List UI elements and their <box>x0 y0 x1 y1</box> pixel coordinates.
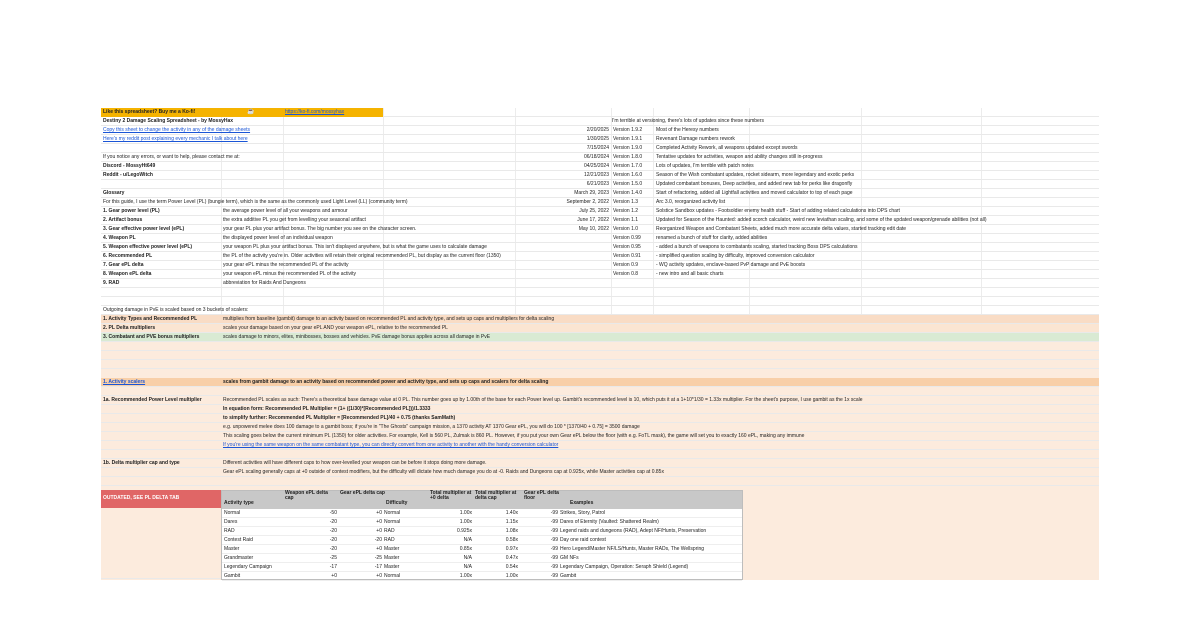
delta-line: Gear ePL scaling generally caps at +0 outside of contest modifiers, but the difficulty will dictate how much damage you do at -0. Raids and Dungeons cap at 0.925x, while Master activities cap at 0.85x <box>223 469 664 475</box>
changelog-date: May 10, 2022 <box>578 226 609 232</box>
changelog-date: July 25, 2022 <box>579 208 609 214</box>
table-cell: 1.00x <box>459 519 472 525</box>
changelog-note: Updated combatant bonuses, Deep activities, and added new tab for perks like dragonfly <box>656 181 853 187</box>
table-cell: -99 <box>550 573 558 579</box>
changelog-note: Tentative updates for activities, weapon and ability changes still in-progress <box>656 154 823 160</box>
changelog-version: Version 0.8 <box>613 271 639 277</box>
spreadsheet <box>101 108 1099 580</box>
changelog-date: 6/21/2023 <box>586 181 609 187</box>
glossary-def: abbreviation for Raids And Dungeons <box>223 280 306 286</box>
table-cell: Master <box>224 546 240 552</box>
glossary-term: 9. RAD <box>103 280 120 286</box>
table-cell: 1.00x <box>459 510 472 516</box>
changelog-version: Version 1.9.2 <box>613 127 643 133</box>
scaler-row-1 <box>101 315 1099 324</box>
changelog-date: 2/20/2025 <box>586 127 609 133</box>
reddit-contact: Reddit - u/LegoWitch <box>103 172 153 178</box>
changelog-version: Version 0.91 <box>613 253 641 259</box>
table-cell: +0 <box>376 519 382 525</box>
table-cell: Master <box>384 546 400 552</box>
col-header: Total multiplier at +0 delta <box>430 490 472 501</box>
outdated-label-bg <box>101 490 221 508</box>
table-cell: N/A <box>463 564 472 570</box>
scalers-intro: Outgoing damage in PvE is scaled based on 3 buckets of scalers: <box>103 307 249 313</box>
table-cell: Master <box>384 564 400 570</box>
scaler-row-2 <box>101 324 1099 333</box>
col-header: Examples <box>570 500 594 506</box>
table-cell: Gambit <box>560 573 577 579</box>
changelog-date <box>541 270 609 279</box>
table-cell: -20 <box>329 546 337 552</box>
changelog-date <box>541 243 609 252</box>
changelog-version: Version 1.8.0 <box>613 154 643 160</box>
changelog-note: - simplified question scaling by difficulty, improved conversion calculator <box>656 253 815 259</box>
table-cell: Hero Legend/Master NF/LS/Hunts, Master RADs, The Wellspring <box>560 546 705 552</box>
table-cell: 1.00x <box>459 573 472 579</box>
changelog-date: 1/30/2025 <box>586 136 609 142</box>
changelog-version: Version 1.4.0 <box>613 190 643 196</box>
table-cell: Normal <box>224 510 241 516</box>
conversion-calculator-link[interactable]: If you're using the same weapon on the same combatant type, you can directly convert from one activity to another with the handy conversion calculator <box>223 442 559 448</box>
discord-contact: Discord - MossyHt649 <box>103 163 156 169</box>
changelog-date: 12/21/2023 <box>583 172 609 178</box>
glossary-def: the average power level of all your weapons and armour <box>223 208 348 214</box>
table-cell: -99 <box>550 564 558 570</box>
table-cell: Dares of Eternity (Vaulted: Shattered Realm) <box>560 519 659 525</box>
col-header: Total multiplier at delta cap <box>475 490 517 501</box>
glossary-title: Glossary <box>103 190 125 196</box>
table-cell: +0 <box>331 573 337 579</box>
table-cell: Day one raid contest <box>560 537 606 543</box>
changelog-note: Most of the Heresy numbers <box>656 127 719 133</box>
table-cell: RAD <box>384 537 395 543</box>
table-header <box>222 491 742 509</box>
table-row <box>222 572 742 581</box>
table-cell: -99 <box>550 537 558 543</box>
table-cell: 0.47x <box>505 555 518 561</box>
table-cell: +0 <box>376 528 382 534</box>
changelog-note: - WQ activity updates, enclave-based PvP damage and PvE boosts <box>656 262 806 268</box>
col-header: Activity type <box>224 500 254 506</box>
glossary-term: 5. Weapon effective power level (ePL) <box>103 244 193 250</box>
table-cell: Normal <box>384 510 401 516</box>
table-cell: Legendary Campaign, Operation: Seraph Shield (Legend) <box>560 564 689 570</box>
table-cell: 0.85x <box>459 546 472 552</box>
table-cell: -99 <box>550 519 558 525</box>
changelog-note: Updated for Season of the Haunted: added scorch calculator, weird new leviathan scaling, and some of the updated weapon/grenade abilities (not all) <box>656 217 987 223</box>
table-row <box>222 554 742 563</box>
col-header: Weapon ePL delta cap <box>285 490 328 501</box>
changelog-version: Version 1.0 <box>613 226 639 232</box>
table-cell: -99 <box>550 510 558 516</box>
changelog-version: Version 1.1 <box>613 217 639 223</box>
glossary-term: 1. Gear power level (PL) <box>103 208 160 214</box>
table-row <box>222 527 742 536</box>
recommended-line: e.g. unpowered melee does 100 damage to a gambit boss; if you're in "The Ghosts" campaign mission, a 1370 activity AT 1370 Gear ePL, you will do 100 * [1370/40 + 0.75] = 3500 damage <box>223 424 640 430</box>
changelog-version: Version 1.2 <box>613 208 639 214</box>
delta-line: Different activities will have different caps to how over-levelled your weapon can be before it stops doing more damage. <box>223 460 487 466</box>
kofi-link[interactable]: https://ko-fi.com/mossyhax <box>285 109 345 115</box>
changelog-date: 06/18/2024 <box>583 154 609 160</box>
table-cell: 1.40x <box>505 510 518 516</box>
glossary-term: 7. Gear ePL delta <box>103 262 144 268</box>
changelog-version: Version 1.7.0 <box>613 163 643 169</box>
banner-text: Like this spreadsheet? Buy me a Ko-fi! <box>103 109 196 115</box>
table-row <box>222 563 742 572</box>
changelog-note: Revenant Damage numbers rework <box>656 136 735 142</box>
changelog-note: Completed Activity Rework, all weapons updated except swords <box>656 145 798 151</box>
table-cell: N/A <box>463 537 472 543</box>
col-header: Gear ePL delta cap <box>340 490 385 496</box>
recommended-label: 1a. Recommended Power Level multiplier <box>103 397 202 403</box>
table-cell: Grandmaster <box>224 555 254 561</box>
glossary-def: the PL of the activity you're in. Older activities will retain their original recommended PL, but display as the current floor (1350) <box>223 253 501 259</box>
banner-row <box>101 108 1099 117</box>
table-cell: Master <box>384 555 400 561</box>
glossary-term: 2. Artifact bonus <box>103 217 143 223</box>
table-cell: -25 <box>374 555 382 561</box>
glossary-def: your gear PL plus your artifact bonus. The big number you see on the character screen. <box>223 226 417 232</box>
changelog-note: Reorganized Weapon and Combatant Sheets, added much more accurate delta values, started tracking edit date <box>656 226 907 232</box>
table-cell: Strikes, Story, Patrol <box>560 510 606 516</box>
changelog-note: Lots of updates, I'm terrible with patch notes <box>656 163 754 169</box>
col-header: Difficulty <box>386 500 408 506</box>
table-cell: Normal <box>384 573 401 579</box>
table-cell: Dares <box>224 519 238 525</box>
changelog-note: Solstice Sandbox updates - Footsoldier enemy health stuff - Start of adding related calculations into DPS chart <box>656 208 900 214</box>
glossary-term: 8. Weapon ePL delta <box>103 271 152 277</box>
changelog-version: Version 1.9.1 <box>613 136 643 142</box>
table-cell: +0 <box>376 510 382 516</box>
table-cell: N/A <box>463 555 472 561</box>
changelog-version: Version 1.6.0 <box>613 172 643 178</box>
glossary-def: your weapon ePL minus the recommended PL of the activity <box>223 271 357 277</box>
table-cell: Gambit <box>224 573 241 579</box>
table-cell: 1.08x <box>505 528 518 534</box>
changelog-date: 04/25/2024 <box>583 163 609 169</box>
table-cell: -20 <box>374 537 382 543</box>
table-cell: -17 <box>374 564 382 570</box>
scaler-def: multiplies from baseline (gambit) damage to an activity based on recommended PL and activity type, and sets up caps and multipliers for delta scaling <box>223 316 555 322</box>
changelog-note: Season of the Wish combatant updates, rocket sidearm, more legendary and exotic perks <box>656 172 855 178</box>
changelog-version: Version 1.5.0 <box>613 181 643 187</box>
changelog-note: - added a bunch of weapons to combatants scaling, started tracking Boss DPS calculations <box>656 244 858 250</box>
scaler-def: scales damage to minors, elites, minibosses, bosses and vehicles. PvE damage bonus applies across all damage in PvE <box>223 334 491 340</box>
glossary-intro: For this guide, I use the term Power Level (PL) (bungie term), which is the same as the commonly used Light Level (LL) (community term) <box>103 199 408 205</box>
table-row <box>222 545 742 554</box>
changelog-date: March 29, 2023 <box>574 190 609 196</box>
table-cell: -20 <box>329 528 337 534</box>
table-cell: RAD <box>384 528 395 534</box>
section-title: scales from gambit damage to an activity based on recommended power and activity type, and sets up caps and scalers for delta scaling <box>223 379 549 385</box>
changelog-note: Arc 3.0, reorganized activity list <box>656 199 726 205</box>
changelog-date: September 2, 2022 <box>566 199 609 205</box>
table-cell: 0.58x <box>505 537 518 543</box>
changelog-date: 7/15/2024 <box>586 145 609 151</box>
changelog-note: renamed a bunch of stuff for clarity, added abilities <box>656 235 768 241</box>
glossary-def: the extra additive PL you get from levelling your seasonal artifact <box>223 217 366 223</box>
recommended-line: to simplify further: Recommended PL Multiplier = [Recommended PL]/40 + 0.75 (thanks SamMath) <box>223 415 456 421</box>
sheet-title: Destiny 2 Damage Scaling Spreadsheet - by MossyHax <box>103 118 234 124</box>
table-cell: +0 <box>376 573 382 579</box>
glossary-term: 4. Weapon PL <box>103 235 136 241</box>
changelog-intro: I'm terrible at versioning, there's lots of updates since these numbers <box>612 118 764 124</box>
activity-table <box>221 490 743 580</box>
table-cell: 0.97x <box>505 546 518 552</box>
table-cell: 1.00x <box>505 573 518 579</box>
changelog-date <box>541 234 609 243</box>
changelog-version: Version 0.95 <box>613 244 641 250</box>
contact-text: If you notice any errors, or want to help, please contact me at: <box>103 154 240 160</box>
copy-sheet-link[interactable]: Copy this sheet to change the activity in any of the damage sheets <box>103 127 251 133</box>
changelog-date <box>541 252 609 261</box>
table-cell: Legend raids and dungeons (RAD), Adept NF/Hunts, Preservation <box>560 528 707 534</box>
table-cell: Legendary Campaign <box>224 564 272 570</box>
scaler-term: 3. Combatant and PVE bonus multipliers <box>103 334 200 340</box>
scaler-def: scales your damage based on your gear ePL AND your weapon ePL, relative to the recommended PL <box>223 325 448 331</box>
scaler-term: 2. PL Delta multipliers <box>103 325 156 331</box>
glossary-def: your gear ePL minus the recommended PL of the activity <box>223 262 349 268</box>
table-cell: -20 <box>329 537 337 543</box>
table-cell: Normal <box>384 519 401 525</box>
table-cell: -25 <box>329 555 337 561</box>
recommended-line: Recommended PL scales as such: There's a theoretical base damage value at 0 PL. This number goes up by 1.00th of the base for each Power level up. Gambit's recommended level is 10, which puts it at a 1+10*1/30 = 1.33x multiplier. For the sheet's purpose, I use gambit as the 1x scale <box>223 397 863 403</box>
table-cell: -50 <box>329 510 337 516</box>
changelog-version: Version 0.99 <box>613 235 641 241</box>
changelog-version: Version 1.3 <box>613 199 639 205</box>
table-cell: +0 <box>376 546 382 552</box>
table-cell: 1.15x <box>505 519 518 525</box>
table-cell: -99 <box>550 555 558 561</box>
table-cell: GM NFs <box>560 555 579 561</box>
delta-label: 1b. Delta multiplier cap and type <box>103 460 180 466</box>
table-cell: RAD <box>224 528 235 534</box>
table-cell: 0.54x <box>505 564 518 570</box>
glossary-term: 3. Gear effective power level (ePL) <box>103 226 185 232</box>
recommended-line: In equation form: Recommended PL Multiplier = (1+ ((1/30)*[Recommended PL]))/1.3333 <box>223 406 431 412</box>
table-row <box>222 518 742 527</box>
glossary-def: the displayed power level of an individual weapon <box>223 235 333 241</box>
table-cell: -17 <box>329 564 337 570</box>
col-header: Gear ePL delta floor <box>524 490 559 501</box>
scaler-term: 1. Activity Types and Recommended PL <box>103 316 198 322</box>
changelog-version: Version 0.9 <box>613 262 639 268</box>
kofi-cup-icon: ☕ <box>247 109 255 115</box>
glossary-term: 6. Recommended PL <box>103 253 153 259</box>
glossary-def: your weapon PL plus your artifact bonus. This isn't displayed anywhere, but is what the game uses to calculate damage <box>223 244 487 250</box>
changelog-date: June 17, 2022 <box>577 217 609 223</box>
table-cell: 0.925x <box>456 528 472 534</box>
section-header <box>101 378 1099 387</box>
table-cell: Contest Raid <box>224 537 253 543</box>
changelog-date <box>541 261 609 270</box>
changelog-note: - new intro and all basic charts <box>656 271 724 277</box>
scaler-row-3 <box>101 333 1099 342</box>
table-cell: -99 <box>550 546 558 552</box>
recommended-line: This scaling goes below the current minimum PL (1350) for older activities. For example, Kell is 560 PL, Zulmak is 860 PL. However, if you put your own Gear ePL below the floor (with e.g. FoTL mask), the game will set you to exactly 160 ePL, making any immune <box>223 433 805 439</box>
changelog-note: Start of refactoring, added all Lightfall activities and moved calculator to top of each page <box>656 190 853 196</box>
reddit-post-link[interactable]: Here's my reddit post explaining every mechanic I talk about here <box>103 136 248 142</box>
table-cell: -20 <box>329 519 337 525</box>
changelog-version: Version 1.9.0 <box>613 145 643 151</box>
table-row <box>222 509 742 518</box>
table-cell: -99 <box>550 528 558 534</box>
outdated-label: OUTDATED, SEE PL DELTA TAB <box>103 495 180 501</box>
table-row <box>222 536 742 545</box>
activity-scalers-link[interactable]: 1. Activity scalers <box>103 379 146 385</box>
